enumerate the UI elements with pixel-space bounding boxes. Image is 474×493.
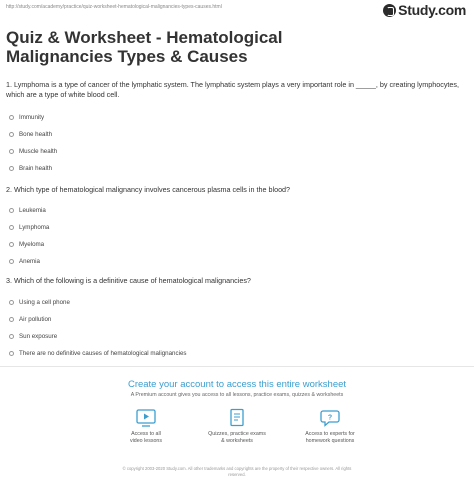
cta-subtitle: A Premium account gives you access to all lessons, practice exams, quizzes & worksheets bbox=[130, 392, 344, 398]
radio-icon[interactable] bbox=[9, 300, 14, 305]
option-label: Leukemia bbox=[19, 207, 46, 214]
footer-line-2: reserved. bbox=[228, 472, 246, 477]
svg-text:?: ? bbox=[327, 414, 333, 422]
option-label: Sun exposure bbox=[19, 333, 58, 340]
page-title: Quiz & Worksheet - Hematological Malignancies Types & Causes bbox=[6, 28, 283, 66]
question-2-option[interactable] bbox=[9, 202, 49, 219]
feature-experts bbox=[275, 408, 385, 445]
radio-icon[interactable] bbox=[9, 317, 14, 322]
question-1-options bbox=[9, 109, 57, 177]
question-2-option[interactable] bbox=[9, 219, 49, 236]
question-1-option[interactable] bbox=[9, 109, 57, 126]
question-2-options bbox=[9, 202, 49, 270]
question-3-option[interactable] bbox=[9, 294, 187, 311]
feature-label: Access to all video lessons bbox=[129, 431, 163, 444]
radio-icon[interactable] bbox=[9, 132, 14, 137]
expert-icon bbox=[318, 408, 342, 428]
question-3-option[interactable] bbox=[9, 345, 187, 362]
option-label: Air pollution bbox=[19, 316, 52, 323]
study-logo-icon bbox=[383, 4, 396, 17]
question-3-options bbox=[9, 294, 187, 362]
question-3-option[interactable] bbox=[9, 328, 187, 345]
question-3-text: 3. Which of the following is a definitive cause of hematological malignancies? bbox=[6, 276, 251, 285]
study-logo[interactable] bbox=[383, 2, 466, 18]
cta-title[interactable]: Create your account to access this entire worksheet bbox=[127, 379, 347, 390]
option-label: Bone health bbox=[19, 131, 53, 138]
option-label: Lymphoma bbox=[19, 224, 50, 231]
radio-icon[interactable] bbox=[9, 334, 14, 339]
worksheet-icon bbox=[225, 408, 249, 428]
video-icon bbox=[134, 408, 158, 428]
footer-copyright bbox=[0, 466, 474, 478]
question-3-option[interactable] bbox=[9, 311, 187, 328]
option-label: Muscle health bbox=[19, 148, 58, 155]
radio-icon[interactable] bbox=[9, 259, 14, 264]
radio-icon[interactable] bbox=[9, 351, 14, 356]
section-divider bbox=[0, 366, 474, 367]
option-label: Anemia bbox=[19, 258, 40, 265]
option-label: Brain health bbox=[19, 165, 53, 172]
footer-line-1: © copyright 2003-2020 Study.com. All other trademarks and copyrights are the property of their respective owners. All rights bbox=[122, 466, 352, 471]
source-url[interactable]: http://study.com/academy/practice/quiz-worksheet-hematological-malignancies-types-causes.html bbox=[6, 4, 222, 10]
question-2-option[interactable] bbox=[9, 236, 49, 253]
radio-icon[interactable] bbox=[9, 149, 14, 154]
radio-icon[interactable] bbox=[9, 115, 14, 120]
radio-icon[interactable] bbox=[9, 242, 14, 247]
question-2-option[interactable] bbox=[9, 253, 49, 270]
radio-icon[interactable] bbox=[9, 166, 14, 171]
option-label: Myeloma bbox=[19, 241, 45, 248]
question-1-option[interactable] bbox=[9, 143, 57, 160]
radio-icon[interactable] bbox=[9, 208, 14, 213]
radio-icon[interactable] bbox=[9, 225, 14, 230]
question-1-text: 1. Lymphoma is a type of cancer of the lymphatic system. The lymphatic system plays a very important role in _____, by creating lymphocytes, which are a type of white blood cell. bbox=[6, 80, 460, 99]
study-logo-text: Study.com bbox=[398, 2, 466, 18]
option-label: There are no definitive causes of hematological malignancies bbox=[19, 350, 187, 357]
question-1-option[interactable] bbox=[9, 126, 57, 143]
question-2-text: 2. Which type of hematological malignancy involves cancerous plasma cells in the blood? bbox=[6, 185, 291, 194]
option-label: Using a cell phone bbox=[19, 299, 70, 306]
option-label: Immunity bbox=[19, 114, 45, 121]
feature-label: Access to experts for homework questions bbox=[305, 431, 355, 444]
feature-label: Quizzes, practice exams & worksheets bbox=[208, 431, 266, 444]
question-1-option[interactable] bbox=[9, 160, 57, 177]
